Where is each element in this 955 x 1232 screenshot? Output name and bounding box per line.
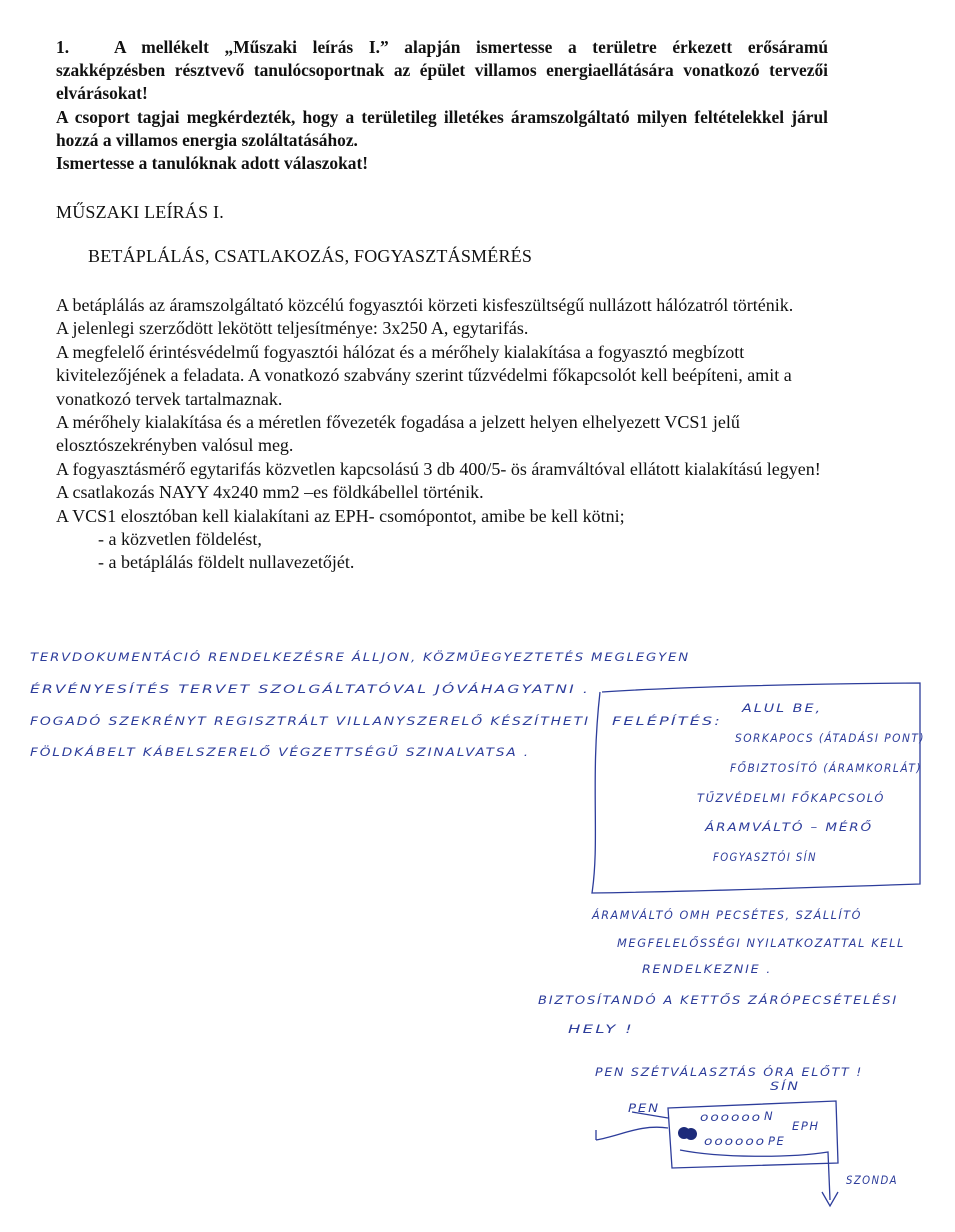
handwritten-line: TERVDOKUMENTÁCIÓ RENDELKEZÉSRE ÁLLJON, KÖZMŰEGYEZTETÉS MEGLEGYEN	[30, 650, 604, 664]
task-text-2: A csoport tagjai megkérdezték, hogy a területileg illetékes áramszolgáltató milyen feltételekkel járul hozzá a villamos energia szoláltatásához.	[56, 106, 828, 150]
handwritten-line: FOGADÓ SZEKRÉNYT REGISZTRÁLT VILLANYSZERELŐ KÉSZÍTHETI	[30, 714, 495, 728]
paragraph-7: A VCS1 elosztóban kell kialakítani az EPH- csomópontot, amibe be kell kötni;	[56, 505, 625, 526]
handwritten-structure-item: FOGYASZTÓI SÍN	[713, 850, 832, 864]
eph-label: EPH	[792, 1119, 820, 1133]
task-text-3: Ismertesse a tanulóknak adott válaszokat!	[56, 153, 369, 174]
handwritten-note: HELY !	[568, 1022, 634, 1036]
eph-busbar-sketch	[596, 1101, 898, 1206]
paragraph-6: A csatlakozás NAYY 4x240 mm2 –es földkábellel történik.	[56, 482, 484, 503]
handwritten-note: ÁRAMVÁLTÓ OMH PECSÉTES, SZÁLLÍTÓ	[592, 908, 870, 922]
pen-terminal	[685, 1128, 697, 1140]
handwritten-line: ÉRVÉNYESÍTÉS TERVET SZOLGÁLTATÓVAL JÓVÁHAGYATNI .	[30, 682, 446, 696]
handwritten-structure-item: ÁRAMVÁLTÓ – MÉRŐ	[705, 820, 849, 834]
handwritten-structure-item: TŰZVÉDELMI FŐKAPCSOLÓ	[697, 791, 887, 805]
pen-conductor	[596, 1112, 668, 1140]
task-text-1: A mellékelt „Műszaki leírás I.” alapján ismertesse a területre érkezett erősáramú szakképzésben résztvevő tanulócsoportnak az épület villamos energiaellátására vonatkozó tervezői elvárásokat!	[56, 37, 828, 104]
list-item: - a közvetlen földelést,	[98, 529, 262, 550]
list-item: - a betáplálás földelt nullavezetőjét.	[98, 552, 355, 573]
handwritten-structure-item: FŐBIZTOSÍTÓ (ÁRAMKORLÁT)	[730, 761, 938, 775]
terminal-row-n: oooooo	[700, 1110, 762, 1124]
paragraph-3: A megfelelő érintésvédelmű fogyasztói hálózat és a mérőhely kialakítása a fogyasztó megbízott kivitelezőjének a feladata. A vonatkozó szabvány szerint tűzvédelmi főkapcsolót kell beépíteni, amit a vonatkozó tervek tartalmaznak.	[56, 341, 792, 409]
pen-label: PEN	[628, 1101, 660, 1115]
paragraph-2: A jelenlegi szerződött lekötött teljesítménye: 3x250 A, egytarifás.	[56, 318, 529, 339]
handwritten-structure-item: ALUL BE,	[740, 701, 822, 715]
terminal-row-pe: oooooo	[704, 1134, 766, 1148]
pe-label: PE	[768, 1134, 786, 1148]
szonda-label: SZONDA	[846, 1173, 898, 1187]
szonda-conductor	[680, 1150, 838, 1206]
document-heading: MŰSZAKI LEÍRÁS I.	[56, 202, 224, 222]
handwritten-note: RENDELKEZNIE .	[642, 962, 772, 976]
paragraph-4: A mérőhely kialakítása és a méretlen fővezeték fogadása a jelzett helyen elhelyezett VCS1 jelű elosztószekrényben valósul meg.	[56, 412, 740, 456]
handwritten-note: BIZTOSÍTANDÓ A KETTŐS ZÁRÓPECSÉTELÉSI	[538, 993, 856, 1007]
handwritten-structure-label: FELÉPÍTÉS:	[612, 714, 692, 728]
handwritten-structure-item: SORKAPOCS (ÁTADÁSI PONT)	[735, 731, 941, 745]
handwritten-note: SÍN	[770, 1079, 795, 1093]
handwritten-note: PEN SZÉTVÁLASZTÁS ÓRA ELŐTT !	[595, 1065, 841, 1079]
handwritten-line: FÖLDKÁBELT KÁBELSZERELŐ VÉGZETTSÉGŰ SZINALVATSA .	[30, 745, 454, 759]
n-label: N	[764, 1109, 775, 1123]
section-heading: BETÁPLÁLÁS, CSATLAKOZÁS, FOGYASZTÁSMÉRÉS	[88, 246, 533, 266]
handwritten-note: MEGFELELŐSSÉGI NYILATKOZATTAL KELL	[617, 936, 908, 950]
paragraph-5: A fogyasztásmérő egytarifás közvetlen kapcsolású 3 db 400/5- ös áramváltóval ellátott kialakítású legyen!	[56, 458, 821, 479]
task-number: 1.	[56, 37, 70, 57]
paragraph-1: A betáplálás az áramszolgáltató közcélú fogyasztói körzeti kisfeszültségű nullázott hálózatról történik.	[56, 295, 794, 315]
